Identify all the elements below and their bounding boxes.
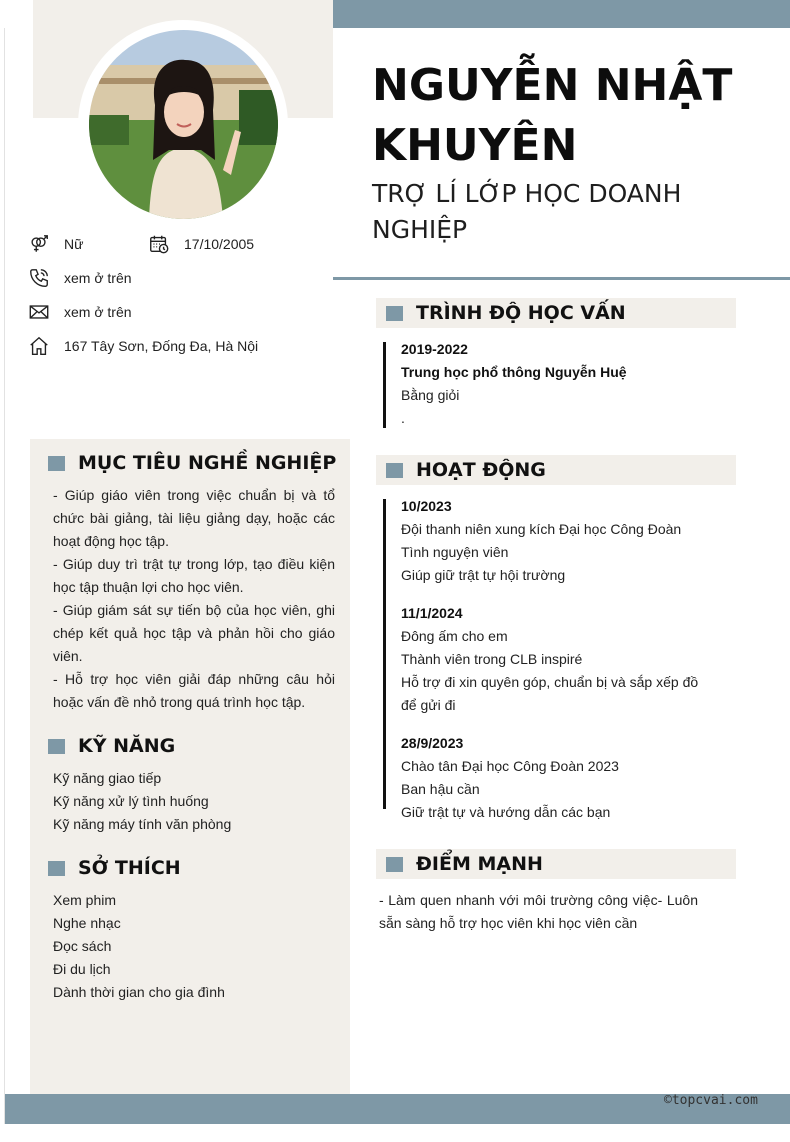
- education-entry: [401, 338, 721, 430]
- education-heading-text: TRÌNH ĐỘ HỌC VẤN: [416, 302, 626, 324]
- hobby-item: Dành thời gian cho gia đình: [53, 984, 225, 1000]
- education-degree: Bằng giỏi: [401, 387, 460, 403]
- activities-timeline: [383, 499, 386, 809]
- objective-heading: [48, 452, 336, 474]
- mail-icon: [28, 301, 50, 323]
- hobbies-heading-text: SỞ THÍCH: [78, 857, 181, 879]
- section-marker: [386, 857, 403, 872]
- activity-line: Ban hậu cần: [401, 781, 480, 797]
- hobby-item: Nghe nhạc: [53, 915, 121, 931]
- candidate-name: NGUYỄN NHẬT KHUYÊN: [372, 60, 733, 171]
- activity-date: 10/2023: [401, 498, 452, 514]
- avatar-photo: [89, 30, 278, 219]
- skills-list: [53, 767, 335, 836]
- activity-line: Tình nguyện viên: [401, 544, 509, 560]
- skill-item: Kỹ năng xử lý tình huống: [53, 793, 209, 809]
- section-marker: [48, 861, 65, 876]
- education-note: .: [401, 410, 405, 426]
- skill-item: Kỹ năng máy tính văn phòng: [53, 816, 232, 832]
- header-divider: [333, 277, 790, 280]
- address-value: 167 Tây Sơn, Đống Đa, Hà Nội: [64, 338, 259, 354]
- section-marker: [48, 739, 65, 754]
- activity-line: Giúp giữ trật tự hội trường: [401, 567, 566, 583]
- education-timeline: [383, 342, 386, 428]
- hobby-item: Xem phim: [53, 892, 117, 908]
- job-title: TRỢ LÍ LỚP HỌC DOANH NGHIỆP: [372, 179, 682, 244]
- hobbies-list: [53, 889, 335, 1004]
- section-marker: [48, 456, 65, 471]
- email-row: [28, 301, 132, 323]
- phone-icon: [28, 267, 50, 289]
- skills-heading: [48, 735, 175, 757]
- objective-line: - Hỗ trợ học viên giải đáp những câu hỏi hoặc vấn đề nhỏ trong quá trình học tập.: [53, 671, 335, 710]
- strengths-heading: [376, 849, 736, 879]
- education-period: 2019-2022: [401, 341, 468, 357]
- activity-entry: [401, 602, 706, 717]
- top-accent-bar: [333, 0, 790, 28]
- activity-line: Đông ấm cho em: [401, 628, 508, 644]
- strengths-text: - Làm quen nhanh với môi trường công việc- Luôn sẵn sàng hỗ trợ học viên khi học viên cần: [379, 892, 698, 931]
- page-edge: [0, 28, 5, 1124]
- activity-line: Chào tân Đại học Công Đoàn 2023: [401, 758, 619, 774]
- education-heading: [376, 298, 736, 328]
- objective-line: - Giúp duy trì trật tự trong lớp, tạo điều kiện học tập thuận lợi cho học viên.: [53, 556, 335, 595]
- hobby-item: Đi du lịch: [53, 961, 111, 977]
- gender-value: Nữ: [64, 236, 84, 252]
- email-value: xem ở trên: [64, 304, 132, 320]
- objective-line: - Giúp giáo viên trong việc chuẩn bị và tổ chức bài giảng, tài liệu giảng dạy, hoặc các hoạt động học tập.: [53, 487, 335, 549]
- home-icon: [28, 335, 50, 357]
- strengths-heading-text: ĐIỂM MẠNH: [416, 853, 543, 875]
- activity-date: 11/1/2024: [401, 605, 463, 621]
- hobbies-heading: [48, 857, 181, 879]
- objective-line: - Giúp giám sát sự tiến bộ của học viên, ghi chép kết quả học tập và phản hồi cho giáo viên.: [53, 602, 335, 664]
- skill-item: Kỹ năng giao tiếp: [53, 770, 162, 786]
- birthday-value: 17/10/2005: [184, 236, 255, 252]
- hobby-item: Đọc sách: [53, 938, 112, 954]
- skills-heading-text: KỸ NĂNG: [78, 735, 176, 757]
- activity-date: 28/9/2023: [401, 735, 464, 751]
- activity-entry: [401, 732, 721, 824]
- section-marker: [386, 306, 403, 321]
- activity-line: Hỗ trợ đi xin quyên góp, chuẩn bị và sắp xếp đồ để gửi đi: [401, 674, 699, 713]
- calendar-icon: [148, 233, 170, 255]
- address-row: [28, 335, 258, 357]
- phone-row: [28, 267, 132, 289]
- activity-line: Thành viên trong CLB inspiré: [401, 651, 583, 667]
- objective-heading-text: MỤC TIÊU NGHỀ NGHIỆP: [78, 452, 337, 474]
- gender-row: [28, 233, 83, 255]
- education-school: Trung học phổ thông Nguyễn Huệ: [401, 364, 627, 380]
- avatar: [89, 30, 278, 219]
- watermark: ©topcvai.com: [664, 1093, 758, 1108]
- activity-line: Giữ trật tự và hướng dẫn các bạn: [401, 804, 611, 820]
- objective-text: [53, 484, 335, 714]
- activity-entry: [401, 495, 721, 587]
- activities-heading: [376, 455, 736, 485]
- activity-line: Đội thanh niên xung kích Đại học Công Đoàn: [401, 521, 682, 537]
- gender-icon: [28, 233, 50, 255]
- phone-value: xem ở trên: [64, 270, 132, 286]
- activities-heading-text: HOẠT ĐỘNG: [416, 459, 546, 481]
- birthday-row: [148, 233, 254, 255]
- section-marker: [386, 463, 403, 478]
